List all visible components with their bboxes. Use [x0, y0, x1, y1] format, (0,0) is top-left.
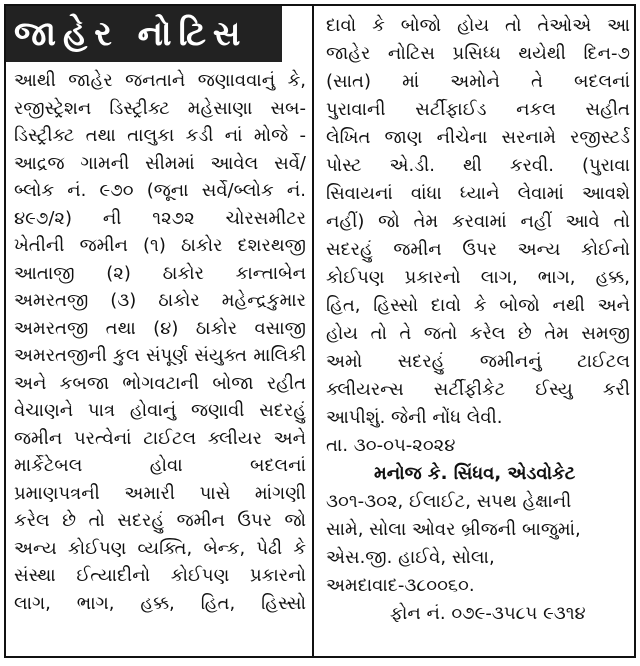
notice-right-column — [318, 6, 636, 656]
notice-line: હોય તો તે જતો કરેલ છે તેમ સમજી — [326, 323, 630, 344]
notice-line: દાવો કે બોજો હોય તો તેઓએ આ — [326, 15, 630, 36]
notice-line: રજીસ્ટ્રેશન ડિસ્ટ્રીક્ટ મહેસાણા સબ- — [14, 97, 306, 119]
notice-line: હિત, હિસ્સો દાવો કે બોજો નથી અને — [326, 295, 630, 316]
notice-line: નહીં) જો તેમ કરવામાં નહીં આવે તો — [326, 211, 630, 232]
address-line: ૩૦૧-૩૦૨, ઈલાઈટ, સપથ હેક્ષાની — [326, 491, 572, 512]
phone-number: ફોન નં. ૦૭૯-૩૫૮૫ ૯૩૧૪ — [390, 603, 586, 624]
notice-line: અમરતજી તથા (૪) ઠાકોર વસાજી — [14, 317, 306, 339]
address-line: અમદાવાદ-૩૮૦૦૬૦. — [326, 575, 475, 596]
notice-line: આતાજી (૨) ઠાકોર કાન્તાબેન — [14, 262, 306, 284]
notice-line: સિવાયનાં વાંધા ધ્યાને લેવામાં આવશે — [326, 183, 630, 204]
notice-line: ક્લીયરન્સ સર્ટીફીકેટ ઈસ્યુ કરી — [326, 379, 630, 400]
notice-line: કરેલ છે તો સદરહું જમીન ઉપર જો — [14, 510, 306, 531]
notice-line: સંસ્થા ઈત્યાદીનો કોઈપણ પ્રકારનો — [14, 565, 306, 586]
notice-line: અમરતજીની કુલ સંપૂર્ણ સંયુક્ત માલિકી — [14, 345, 306, 366]
notice-line: જમીન પરત્વેનાં ટાઈટલ ક્લીયર અને — [14, 427, 306, 449]
notice-line: વેચાણને પાત્ર હોવાનું જણાવી સદરહું — [14, 400, 306, 421]
notice-left-body — [6, 62, 310, 617]
notice-line: આદ્રજ ગામની સીમમાં આવેલ સર્વે/ — [14, 152, 306, 174]
notice-date: તા. ૩૦-૦૫-૨૦૨૪ — [326, 435, 456, 456]
notice-line: લેખિત જાણ નીચેના સરનામે રજીસ્ટર્ડ — [326, 127, 630, 148]
notice-line: (સાત) માં અમોને તે બદલનાં — [326, 71, 630, 92]
notice-line: પ્રમાણપત્રની અમારી પાસે માંગણી — [14, 482, 306, 504]
column-divider — [312, 6, 314, 656]
notice-line: લાગ, ભાગ, હક્ક, હિત, હિસ્સો — [14, 592, 306, 614]
notice-line: ૪૯૭/૨) ની ૧૨૭૨ ચોરસમીટર — [14, 207, 306, 229]
notice-line: પુરાવાની સર્ટીફાઈડ નકલ સહીત — [326, 99, 630, 120]
address-line: સામે, સોલા ઓવર બ્રીજની બાજુમાં, — [326, 519, 581, 540]
notice-line: પોસ્ટ એ.ડી. થી કરવી. (પુરાવા — [326, 155, 630, 176]
notice-line: કોઈપણ પ્રકારનો લાગ, ભાગ, હક્ક, — [326, 267, 630, 288]
notice-line: અમરતજી (૩) ઠાકોર મહેન્દ્રકુમાર — [14, 290, 306, 311]
notice-line: માર્કેટેબલ હોવા બદલનાં — [14, 455, 306, 476]
notice-line: સદરહું જમીન ઉપર અન્ય કોઈનો — [326, 239, 630, 260]
notice-line: જાહેર નોટિસ પ્રસિધ્ધ થયેથી દિન-૭ — [326, 43, 630, 64]
notice-line: અને કબજા ભોગવટાની બોજા રહીત — [14, 372, 306, 394]
notice-line: આપીશું. જેની નોંધ લેવી. — [326, 407, 503, 428]
notice-line: બ્લોક નં. ૯૭૦ (જૂના સર્વે/બ્લોક નં. — [14, 180, 306, 201]
notice-title: જાહેર નોટિસ — [6, 6, 282, 62]
notice-line: ખેતીની જમીન (૧) ઠાકોર દશરથજી — [14, 235, 306, 256]
notice-line: ડિસ્ટ્રીક્ટ તથા તાલુકા કડી નાં મોજે - — [14, 125, 306, 146]
public-notice — [4, 4, 636, 658]
notice-left-column — [6, 6, 310, 656]
notice-line: આથી જાહેર જનતાને જણાવવાનું કે, — [14, 70, 306, 91]
address-line: એસ.જી. હાઈવે, સોલા, — [326, 547, 495, 568]
notice-line: અન્ય કોઈપણ વ્યક્તિ, બેન્ક, પેઢી કે — [14, 537, 306, 559]
signatory-name: મનોજ કે. સિંધવ, એડવોકેટ — [374, 463, 576, 484]
notice-line: અમો સદરહું જમીનનું ટાઈટલ — [326, 351, 630, 372]
notice-right-body — [318, 6, 636, 628]
